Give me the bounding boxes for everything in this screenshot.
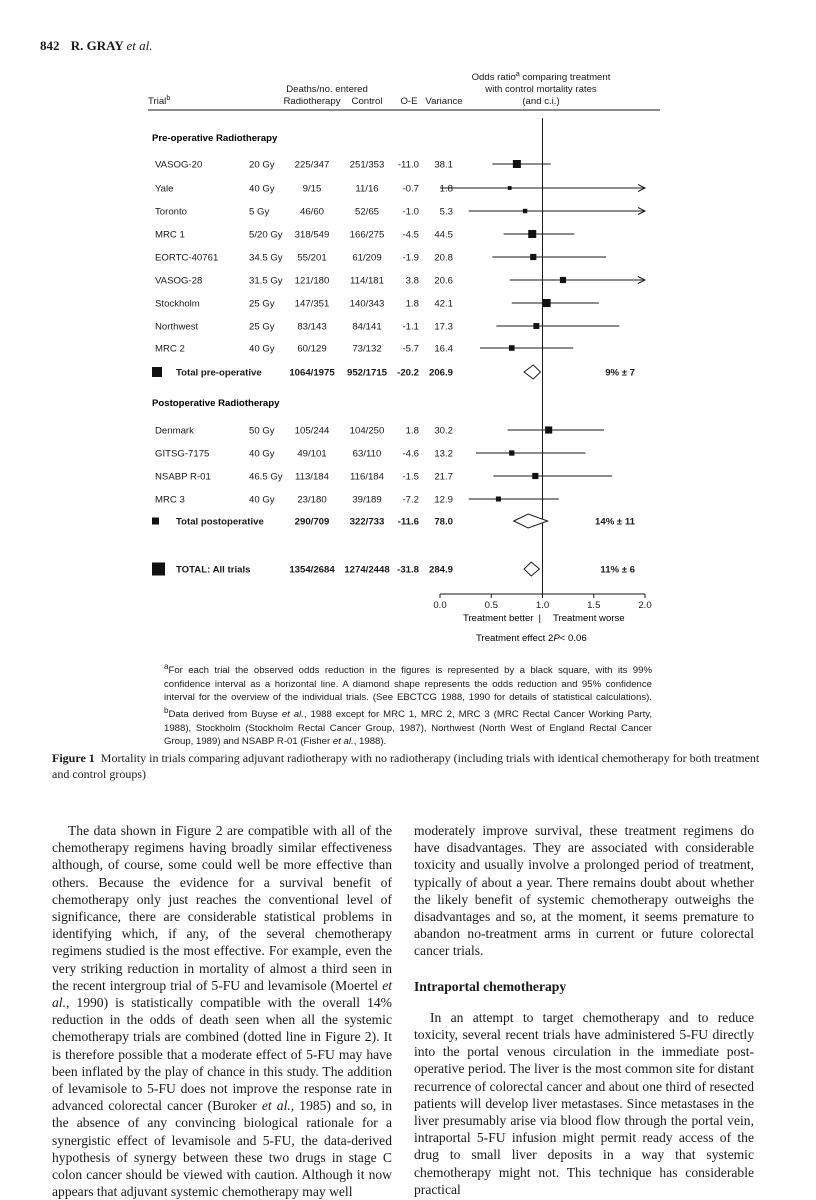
preop-heading: Pre-operative Radiotherapy: [152, 133, 278, 144]
variance-value: 30.2: [434, 425, 453, 437]
trial-name: VASOG-28: [155, 275, 203, 287]
control-count: 63/110: [352, 448, 382, 460]
authors-et-al: et al.: [126, 38, 153, 53]
trial-name: MRC 1: [155, 229, 185, 241]
total-name: Total postoperative: [176, 516, 264, 528]
odds-square: [513, 160, 521, 168]
oe-value: -1.5: [402, 471, 419, 483]
oe-value: 1.8: [405, 425, 419, 437]
odds-square: [560, 277, 566, 283]
total-name: TOTAL: All trials: [176, 564, 251, 576]
trial-name: GITSG-7175: [155, 448, 210, 460]
control-count: 52/65: [354, 206, 380, 218]
variance-value: 21.7: [434, 471, 453, 483]
total-control: 952/1715: [346, 367, 388, 379]
oe-value: -11.0: [397, 159, 419, 171]
trial-name: Yale: [155, 183, 174, 195]
left-paragraph: The data shown in Figure 2 are compatible with all of the chemotherapy regimens having broadly similar effectiveness although, of course, some could well be more effective than others. Because the evidence for a survival benefit of chemotherapy only just reaches the conventional level of significance, there are considerable statistical problems in identifying which, if any, of the several chemotherapy regimens studied is the most effective. For example, even the very striking reduction in mortality of almost a third seen in the recent intergroup trial of 5-FU and levamisole (Moertel et al., 1990) is statistically compatible with the overall 14% reduction in the odds of death seen when all the systemic chemotherapy trials are combined (dotted line in Figure 2). It is therefore possible that a moderate effect of 5-FU may have been inflated by the play of chance in this study. The addition of levamisole to 5-FU does not improve the response rate in advanced colorectal cancer (Buroker et al., 1985) and so, in the absence of any convincing biological rationale for a synergistic effect of levamisole and 5-FU, the data-derived hypothesis of synergy between these two drugs in stage C colon cancer should be viewed with caution. Although it now appears that adjuvant systemic chemotherapy may well: [52, 823, 392, 1200]
col-header-deaths: Deaths/no. entered: [286, 84, 368, 95]
radiotherapy-count: 46/60: [299, 206, 325, 218]
left-column: [52, 822, 392, 1200]
oe-value: -4.5: [402, 229, 419, 241]
total-variance: 78.0: [434, 516, 453, 528]
odds-square: [543, 299, 551, 307]
right-column: [414, 822, 754, 1198]
odds-square: [545, 426, 552, 433]
control-count: 166/275: [349, 229, 385, 241]
right-paragraph-1: moderately improve survival, these treatment regimens do have disadvantages. They are associated with considerable toxicity and usually involve a prolonged period of treatment, typically of about a year. There remains doubt about whether the likely benefit of systemic chemotherapy outweighs the disadvantages and so, at the moment, it seems premature to abandon no-treatment arms in current or future colorectal cancer trials.: [414, 823, 754, 959]
section-heading: Intraportal chemotherapy: [414, 978, 567, 994]
oe-value: 3.8: [405, 275, 419, 287]
trial-dose: 5/20 Gy: [249, 229, 283, 241]
radiotherapy-count: 318/549: [294, 229, 330, 241]
trial-dose: 34.5 Gy: [249, 252, 283, 264]
odds-square: [523, 209, 527, 213]
authors: R. GRAY: [70, 38, 124, 53]
col-header-radiotherapy: Radiotherapy: [283, 96, 341, 107]
control-count: 104/250: [349, 425, 385, 437]
total-oe: -11.6: [397, 516, 419, 528]
variance-value: 16.4: [434, 343, 453, 355]
oe-value: -5.7: [402, 343, 419, 355]
variance-value: 13.2: [434, 448, 453, 460]
variance-value: 42.1: [434, 298, 453, 310]
control-count: 114/181: [350, 275, 384, 287]
x-tick-label: 0.0: [433, 600, 447, 611]
trial-name: Denmark: [155, 425, 194, 437]
trial-dose: 25 Gy: [249, 321, 275, 333]
x-tick-label: 2.0: [638, 600, 652, 611]
total-radiotherapy: 1064/1975: [289, 367, 335, 379]
control-count: 251/353: [349, 159, 385, 171]
trial-name: NSABP R-01: [155, 471, 211, 483]
total-effect: 14% ± 11: [595, 516, 635, 528]
odds-square: [530, 254, 536, 260]
oe-value: -0.7: [402, 183, 419, 195]
odds-square: [509, 345, 515, 351]
control-count: 61/209: [352, 252, 382, 264]
radiotherapy-count: 105/244: [294, 425, 330, 437]
trial-dose: 40 Gy: [249, 448, 275, 460]
oe-value: -1.9: [402, 252, 419, 264]
page-number: 842: [40, 38, 60, 53]
figure-caption: [52, 751, 760, 782]
total-oe: -20.2: [397, 367, 419, 379]
trial-dose: 20 Gy: [249, 159, 275, 171]
total-control: 1274/2448: [344, 564, 390, 576]
x-tick-label: 1.0: [535, 600, 550, 611]
x-tick-label: 1.5: [587, 600, 601, 611]
trial-dose: 25 Gy: [249, 298, 275, 310]
figure-label: Figure 1: [52, 751, 95, 765]
trial-dose: 40 Gy: [249, 183, 275, 195]
variance-value: 20.8: [434, 252, 453, 264]
total-radiotherapy: 1354/2684: [289, 564, 335, 576]
variance-value: 44.5: [434, 229, 453, 241]
oe-value: -4.6: [402, 448, 419, 460]
trial-name: MRC 3: [155, 494, 185, 506]
postop-heading: Postoperative Radiotherapy: [152, 398, 280, 409]
total-legend-square: [152, 518, 159, 525]
col-header-trial: Trial$^b$: [148, 95, 171, 107]
radiotherapy-count: 60/129: [297, 343, 327, 355]
total-legend-square: [152, 367, 162, 377]
total-oe: -31.8: [397, 564, 419, 576]
oe-value: 1.8: [405, 298, 419, 310]
total-diamond: [524, 365, 540, 379]
radiotherapy-count: 113/184: [295, 471, 329, 483]
figure-caption-text: Mortality in trials comparing adjuvant radiotherapy with no radiotherapy (including trials with identical chemotherapy for both treatment and control groups): [52, 751, 760, 781]
radiotherapy-count: 23/180: [297, 494, 327, 506]
total-name: Total pre-operative: [176, 367, 262, 379]
total-control: 322/733: [349, 516, 385, 528]
odds-square: [528, 230, 536, 238]
col-header-odds-1: Odds ratio$^a$ comparing treatment: [471, 71, 611, 83]
oe-value: -1.0: [402, 206, 419, 218]
control-count: 39/189: [352, 494, 382, 506]
col-header-control: Control: [351, 96, 383, 107]
treatment-better-label: Treatment better |: [462, 613, 541, 624]
total-radiotherapy: 290/709: [294, 516, 330, 528]
trial-dose: 46.5 Gy: [249, 471, 283, 483]
oe-value: -7.2: [402, 494, 419, 506]
col-header-oe: O-E: [400, 96, 418, 107]
trial-dose: 40 Gy: [249, 494, 275, 506]
radiotherapy-count: 49/101: [297, 448, 327, 460]
figure-footnote: $^a$For each trial the observed odds reduction in the figures is represented by a black square, with its 99% confidence interval as a horizontal line. A diamond shape represents the odds reduction and 95% confidence interval for the overview of the individual trials. (See EBCTCG 1988, 1990 for details of statistical calculations). $^b$Data derived from Buyse et al., 1988 except for MRC 1, MRC 2, MRC 3 (MRC Rectal Cancer Working Party, 1988), Stockholm (Stockholm Rectal Cancer Group, 1987), Northwest (North West of England Rectal Cancer Group, 1989) and NSABP R-01 (Fisher et al., 1988).: [164, 662, 652, 748]
odds-square: [496, 497, 501, 502]
trial-name: EORTC-40761: [155, 252, 219, 264]
right-paragraph-2: In an attempt to target chemotherapy and to reduce toxicity, several recent trials have administered 5-FU directly into the portal venous circulation in the immediate post-operative period. The liver is the most common site for distant recurrence of colorectal cancer and about one third of resected patients will develop liver metastases. Since metastases in the liver presumably arise via blood flow through the portal vein, intraportal 5-FU infusion might permit ready access of the drug to small liver deposits in a way that systemic chemotherapy might not. This technique has considerable practical: [414, 1009, 754, 1197]
total-variance: 284.9: [428, 564, 453, 576]
control-count: 140/343: [349, 298, 385, 310]
x-tick-label: 0.5: [484, 600, 498, 611]
variance-value: 38.1: [434, 159, 453, 171]
odds-square: [508, 186, 512, 190]
total-variance: 206.9: [428, 367, 453, 379]
control-count: 84/141: [352, 321, 382, 333]
trial-name: Stockholm: [155, 298, 200, 310]
variance-value: 1.8: [439, 183, 453, 195]
oe-value: -1.1: [402, 321, 419, 333]
control-count: 116/184: [350, 471, 384, 483]
treatment-effect-label: Treatment effect 2P< 0.06: [476, 633, 587, 644]
trial-dose: 40 Gy: [249, 343, 275, 355]
radiotherapy-count: 225/347: [294, 159, 330, 171]
radiotherapy-count: 83/143: [297, 321, 327, 333]
trial-name: MRC 2: [155, 343, 185, 355]
col-header-variance: Variance: [425, 96, 463, 107]
odds-square: [532, 473, 538, 479]
col-header-odds-3: (and c.i.): [522, 96, 560, 107]
trial-name: VASOG-20: [155, 159, 203, 171]
radiotherapy-count: 9/15: [302, 183, 322, 195]
radiotherapy-count: 147/351: [294, 298, 330, 310]
variance-value: 12.9: [434, 494, 453, 506]
trial-name: Toronto: [155, 206, 187, 218]
total-effect: 11% ± 6: [600, 564, 635, 576]
variance-value: 5.3: [439, 206, 453, 218]
total-diamond: [524, 562, 539, 576]
odds-square: [509, 450, 514, 455]
odds-square: [533, 323, 539, 329]
trial-dose: 5 Gy: [249, 206, 270, 218]
variance-value: 20.6: [434, 275, 453, 287]
treatment-worse-label: Treatment worse: [553, 613, 625, 624]
total-effect: 9% ± 7: [605, 367, 635, 379]
trial-dose: 31.5 Gy: [249, 275, 283, 287]
variance-value: 17.3: [434, 321, 453, 333]
control-count: 11/16: [355, 183, 379, 195]
col-header-odds-2: with control mortality rates: [485, 84, 597, 95]
total-legend-square: [152, 563, 165, 576]
trial-name: Northwest: [155, 321, 199, 333]
radiotherapy-count: 121/180: [294, 275, 330, 287]
radiotherapy-count: 55/201: [297, 252, 327, 264]
control-count: 73/132: [352, 343, 382, 355]
trial-dose: 50 Gy: [249, 425, 275, 437]
